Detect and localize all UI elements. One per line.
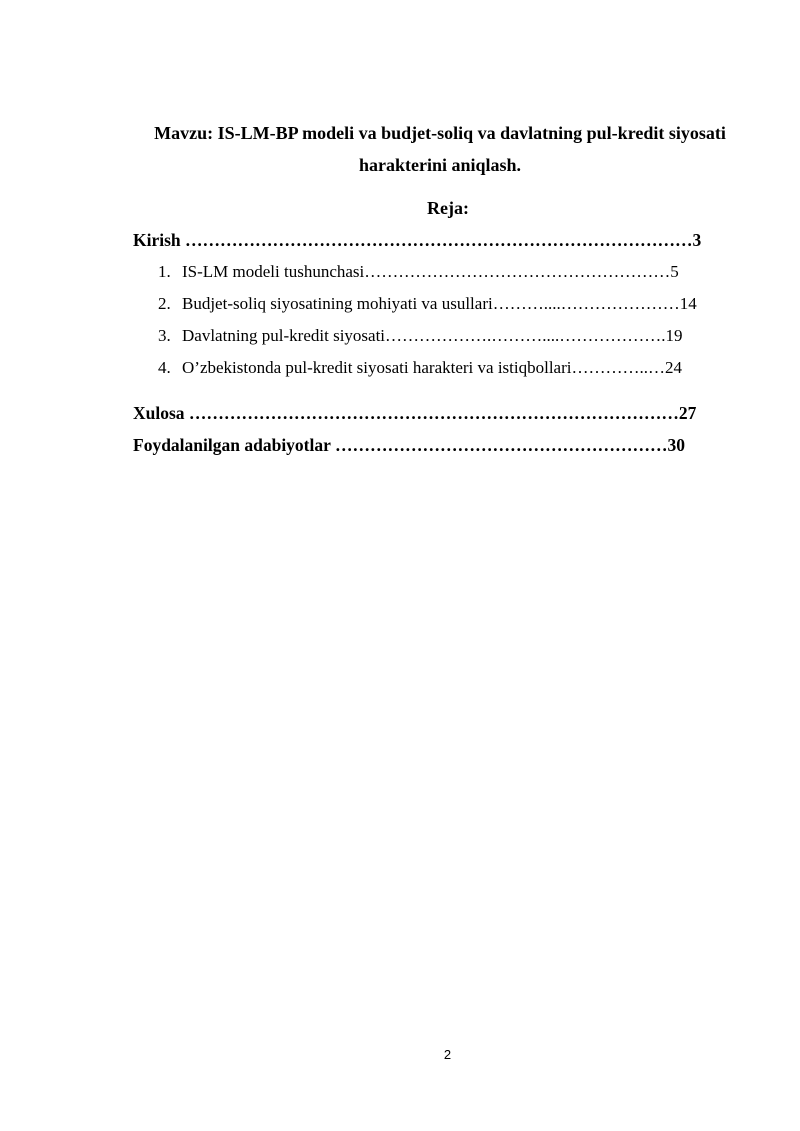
toc-item-number: 3. — [158, 326, 171, 345]
toc-item-text: Budjet-soliq siyosatining mohiyati va usullari………....…………………14 — [182, 294, 697, 313]
toc-item-1 — [158, 261, 679, 283]
document-title-line-1: Mavzu: IS-LM-BP modeli va budjet-soliq va davlatning pul-kredit siyosati — [154, 123, 726, 143]
toc-conclusion: Xulosa …………………………………………………………………………27 — [133, 403, 697, 423]
toc-references: Foydalanilgan adabiyotlar …………………………………………………30 — [133, 435, 685, 455]
document-title-line-2: harakterini aniqlash. — [358, 155, 522, 175]
toc-item-number: 2. — [158, 294, 171, 313]
toc-intro: Kirish ……………………………………………………………………………3 — [133, 230, 702, 250]
page-number: 2 — [443, 1047, 452, 1062]
toc-item-4 — [158, 357, 682, 379]
toc-item-text: IS-LM modeli tushunchasi………………………………………………5 — [182, 262, 679, 281]
toc-item-2 — [158, 293, 697, 315]
toc-item-number: 4. — [158, 358, 171, 377]
plan-heading: Reja: — [427, 198, 469, 218]
toc-item-text: Davlatning pul-kredit siyosati……………….………....……………….19 — [182, 326, 683, 345]
toc-item-number: 1. — [158, 262, 171, 281]
toc-item-text: O’zbekistonda pul-kredit siyosati harakteri va istiqbollari…………..…24 — [182, 358, 682, 377]
toc-item-3 — [158, 325, 683, 347]
